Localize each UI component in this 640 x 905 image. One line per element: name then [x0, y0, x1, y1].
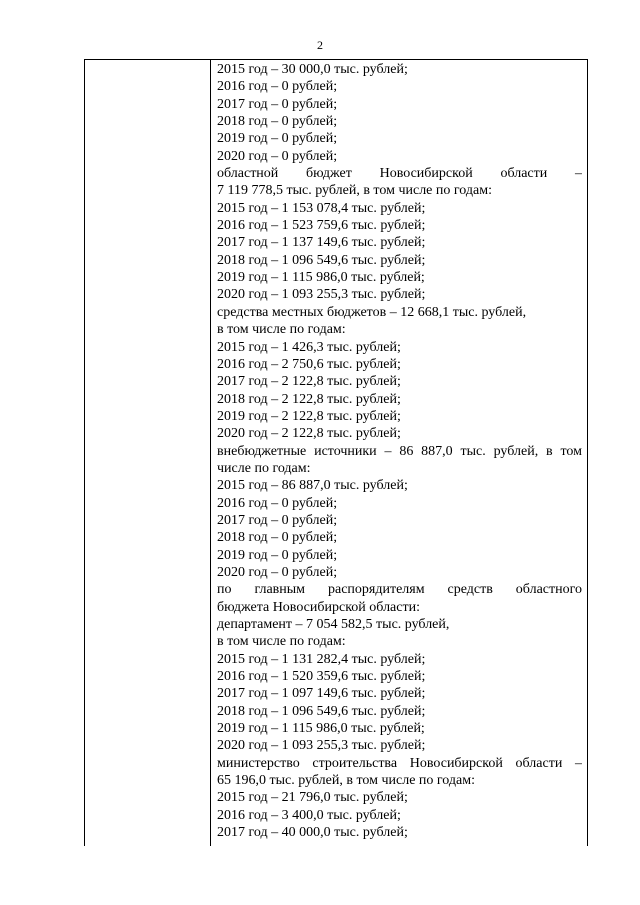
cell-line: в том числе по годам:: [217, 634, 346, 650]
cell-line: 7 119 778,5 тыс. рублей, в том числе по годам:: [217, 183, 492, 199]
cell-line: 2019 год – 1 115 986,0 тыс. рублей;: [217, 270, 425, 286]
cell-line: в том числе по годам:: [217, 322, 346, 338]
cell-line: 2020 год – 1 093 255,3 тыс. рублей;: [217, 287, 426, 303]
cell-line: 2019 год – 0 рублей;: [217, 131, 338, 147]
cell-line: департамент – 7 054 582,5 тыс. рублей,: [217, 617, 450, 632]
cell-line: 2016 год – 0 рублей;: [217, 79, 338, 95]
cell-line: 2016 год – 1 520 359,6 тыс. рублей;: [217, 669, 426, 685]
cell-line: 2017 год – 1 097 149,6 тыс. рублей;: [217, 686, 426, 702]
cell-line: 2016 год – 3 400,0 тыс. рублей;: [217, 807, 401, 823]
cell-line: 2016 год – 2 750,6 тыс. рублей;: [217, 356, 401, 372]
cell-line: 2015 год – 86 887,0 тыс. рублей;: [217, 478, 408, 494]
cell-line: 2018 год – 2 122,8 тыс. рублей;: [217, 391, 401, 407]
cell-line: 2017 год – 40 000,0 тыс. рублей;: [217, 825, 408, 841]
table-cell-text: [217, 61, 582, 841]
cell-line: 2015 год – 21 796,0 тыс. рублей;: [217, 790, 408, 806]
cell-line: 2020 год – 0 рублей;: [217, 148, 338, 164]
cell-line: 2018 год – 1 096 549,6 тыс. рублей;: [217, 252, 426, 268]
cell-line: 2018 год – 0 рублей;: [217, 114, 338, 130]
column-divider: [210, 59, 211, 846]
cell-line: 2017 год – 0 рублей;: [217, 96, 338, 112]
cell-line: 2018 год – 0 рублей;: [217, 530, 338, 546]
cell-line: 2016 год – 1 523 759,6 тыс. рублей;: [217, 218, 426, 234]
cell-line: 2015 год – 1 153 078,4 тыс. рублей;: [217, 200, 426, 216]
cell-line: числе по годам:: [217, 460, 311, 476]
cell-line: 2015 год – 1 426,3 тыс. рублей;: [217, 339, 401, 355]
cell-line: 2018 год – 1 096 549,6 тыс. рублей;: [217, 703, 426, 719]
cell-line: по главным распорядителям средств областного: [217, 582, 582, 598]
cell-line: областной бюджет Новосибирской области –: [217, 166, 582, 182]
page-number: 2: [317, 38, 323, 52]
cell-line: 2020 год – 0 рублей;: [217, 564, 338, 580]
cell-line: 2020 год – 2 122,8 тыс. рублей;: [217, 426, 401, 442]
cell-line: 2020 год – 1 093 255,3 тыс. рублей;: [217, 738, 426, 754]
cell-line: 2019 год – 0 рублей;: [217, 547, 338, 563]
cell-line: средства местных бюджетов – 12 668,1 тыс. рублей,: [217, 304, 527, 320]
cell-line: внебюджетные источники – 86 887,0 тыс. рублей, в том: [217, 443, 582, 459]
cell-line: бюджета Новосибирской области:: [217, 599, 420, 615]
cell-line: министерство строительства Новосибирской области –: [217, 755, 582, 771]
cell-line: 2017 год – 1 137 149,6 тыс. рублей;: [217, 235, 426, 251]
cell-line: 2017 год – 0 рублей;: [217, 512, 338, 528]
cell-line: 2015 год – 1 131 282,4 тыс. рублей;: [217, 651, 426, 667]
cell-line: 2019 год – 1 115 986,0 тыс. рублей;: [217, 721, 425, 737]
cell-line: 2017 год – 2 122,8 тыс. рублей;: [217, 374, 401, 390]
cell-line: 2016 год – 0 рублей;: [217, 495, 338, 511]
cell-line: 65 196,0 тыс. рублей, в том числе по годам:: [217, 773, 475, 789]
cell-line: 2015 год – 30 000,0 тыс. рублей;: [217, 62, 408, 77]
cell-line: 2019 год – 2 122,8 тыс. рублей;: [217, 408, 401, 424]
